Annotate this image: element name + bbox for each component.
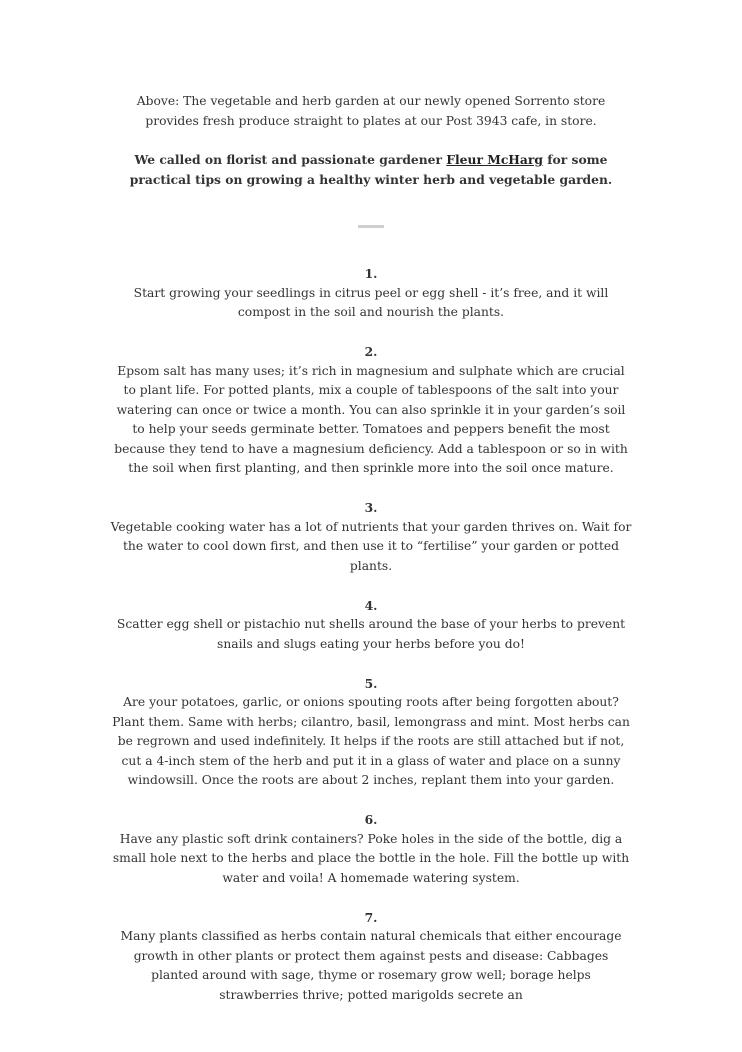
tip-text: Start growing your seedlings in citrus peel or egg shell - it’s free, and it will compost in the soil and nourish the plants. <box>133 285 609 319</box>
tip-number: 3. <box>364 500 378 515</box>
tip-text: Vegetable cooking water has a lot of nutrients that your garden thrives on. Wait for the water to cool down first, and then use it to “fertilise” your garden or potted plants. <box>110 519 632 573</box>
tip-item <box>110 342 632 479</box>
tip-item <box>110 674 632 791</box>
intro-text-before: We called on florist and passionate gardener <box>134 152 447 167</box>
tip-number: 6. <box>364 812 378 827</box>
tip-item <box>110 908 632 1006</box>
intro-paragraph <box>110 150 632 189</box>
tip-number: 1. <box>364 266 378 281</box>
tip-text: Have any plastic soft drink containers? Poke holes in the side of the bottle, dig a small hole next to the herbs and place the bottle in the hole. Fill the bottle up with water and voila! A homemade watering system. <box>112 831 630 885</box>
tip-item <box>110 264 632 323</box>
section-divider <box>358 225 384 228</box>
tip-item <box>110 498 632 576</box>
tip-number: 2. <box>364 344 378 359</box>
article-body <box>110 92 632 1025</box>
tip-number: 7. <box>364 909 378 925</box>
image-caption: Above: The vegetable and herb garden at our newly opened Sorrento store provides fresh produce straight to plates at our Post 3943 cafe, in store. <box>136 94 606 128</box>
tip-text: Epsom salt has many uses; it’s rich in magnesium and sulphate which are crucial to plant life. For potted plants, mix a couple of tablespoons of the salt into your watering can once or twice a month. You can also sprinkle it in your garden’s soil to help your seeds germinate better. Tomatoes and peppers benefit the most because they tend to have a magnesium deficiency. Add a tablespoon or so in with the soil when first planting, and then sprinkle more into the soil once mature. <box>114 363 628 475</box>
tip-item <box>110 596 632 655</box>
tip-text: Scatter egg shell or pistachio nut shells around the base of your herbs to prevent snails and slugs eating your herbs before you do! <box>116 617 626 651</box>
tip-number: 4. <box>364 597 378 613</box>
tips-list <box>110 264 632 1005</box>
tip-number: 5. <box>364 675 378 691</box>
tip-text: Are your potatoes, garlic, or onions spouting roots after being forgotten about? Plant them. Same with herbs; cilantro, basil, lemongrass and mint. Most herbs can be regrown and used indefinitely. It helps if the roots are still attached but if not, cut a 4-inch stem of the herb and put it in a glass of water and place on a sunny windowsill. Once the roots are about 2 inches, replant them into your garden. <box>112 695 630 787</box>
tip-text: Many plants classified as herbs contain natural chemicals that either encourage growth in other plants or protect them against pests and disease: Cabbages planted around with sage, thyme or rosemary grow well; borage helps strawberries thrive; potted marigolds secrete an <box>120 929 622 1002</box>
tip-item <box>110 810 632 888</box>
fleur-mcharg-link[interactable]: Fleur McHarg <box>446 152 543 167</box>
intro-text-after: for some practical tips on growing a healthy winter herb and vegetable garden. <box>129 152 613 187</box>
